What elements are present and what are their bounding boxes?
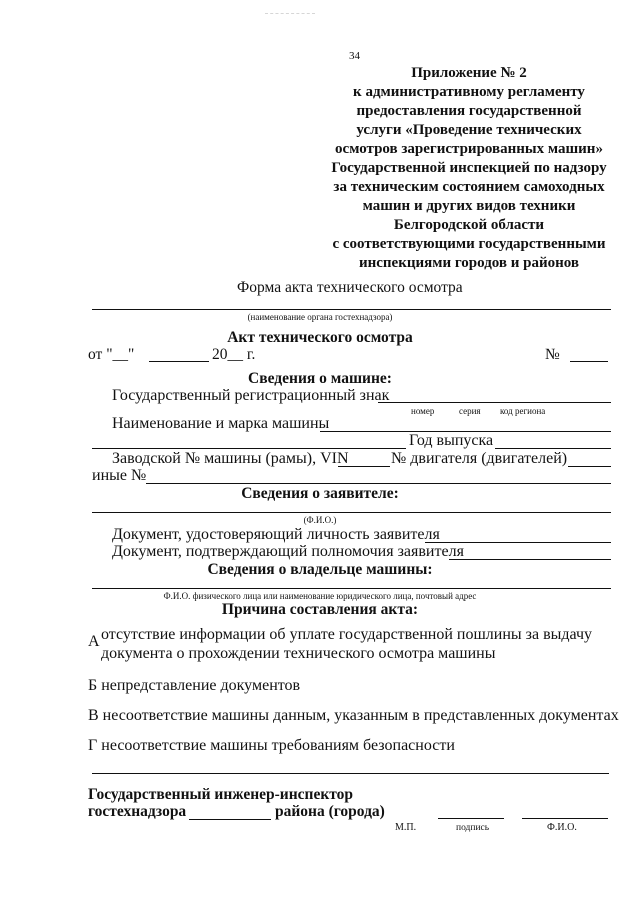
reason-extra-field[interactable]: [92, 773, 609, 774]
reason-a-line1: отсутствие информации об уплате государственной пошлины за выдачу: [101, 626, 593, 643]
reg-caption-region: код региона: [500, 406, 546, 416]
act-number-field[interactable]: [570, 361, 608, 362]
reason-v: В несоответствие машины данным, указанным в представленных документах: [88, 707, 619, 724]
applicant-fio-field[interactable]: [92, 512, 611, 513]
reason-g: Г несоответствие машины требованиям безопасности: [88, 737, 455, 754]
year-field[interactable]: [495, 448, 611, 449]
district-field[interactable]: [189, 819, 271, 820]
signer-fio-field[interactable]: [522, 818, 608, 819]
appendix-line: за техническим состоянием самоходных: [333, 179, 605, 195]
form-title: Форма акта технического осмотра: [237, 279, 463, 296]
name-brand-field-continued[interactable]: [92, 448, 406, 449]
signature-field[interactable]: [438, 818, 504, 819]
name-brand-label: Наименование и марка машины: [112, 415, 330, 432]
doc-authority-field[interactable]: [449, 559, 611, 560]
inspector-title-prefix: гостехнадзора: [88, 803, 187, 820]
other-numbers-field[interactable]: [146, 483, 611, 484]
reg-sign-field[interactable]: [378, 402, 611, 403]
inspector-title-line1: Государственный инженер-инспектор: [88, 786, 354, 803]
serial-field[interactable]: [338, 466, 390, 467]
reg-sign-label: Государственный регистрационный знак: [112, 387, 390, 404]
engine-label: № двигателя (двигателей): [391, 450, 568, 467]
serial-label: Заводской № машины (рамы), VIN: [112, 450, 349, 467]
year-label: Год выпуска: [409, 432, 494, 449]
owner-field[interactable]: [92, 588, 611, 589]
scan-artifact: [265, 13, 315, 14]
appendix-line: инспекциями городов и районов: [358, 255, 580, 271]
owner-heading: Сведения о владельце машины:: [207, 561, 433, 578]
reg-caption-number: номер: [411, 406, 435, 416]
date-year: 20__ г.: [212, 346, 256, 363]
appendix-line: предоставления государственной: [356, 103, 582, 119]
date-month-field[interactable]: [149, 361, 209, 362]
reason-b: Б непредставление документов: [88, 677, 301, 694]
appendix-header: [318, 64, 620, 273]
stamp-place-label: М.П.: [395, 822, 417, 833]
inspector-title-suffix: района (города): [275, 803, 385, 820]
date-prefix: от "__": [88, 346, 135, 363]
machine-heading: Сведения о машине:: [248, 370, 392, 387]
owner-caption: Ф.И.О. физического лица или наименование юридического лица, почтовый адрес: [163, 591, 477, 601]
applicant-heading: Сведения о заявителе:: [241, 485, 399, 502]
signature-caption: подпись: [456, 823, 490, 833]
org-caption: (наименование органа гостехнадзора): [247, 312, 393, 322]
appendix-line: услуги «Проведение технических: [356, 122, 582, 138]
appendix-line: к административному регламенту: [353, 84, 585, 100]
appendix-line: Приложение № 2: [411, 65, 527, 81]
fio-caption: Ф.И.О.: [547, 822, 577, 833]
reason-a-letter: А: [88, 633, 100, 650]
doc-identity-label: Документ, удостоверяющий личность заявителя: [112, 526, 440, 543]
appendix-line: Государственной инспекцией по надзору: [331, 160, 607, 176]
appendix-line: осмотров зарегистрированных машин»: [335, 141, 603, 157]
other-numbers-label: иные №: [92, 467, 147, 484]
appendix-line: с соответствующими государственными: [332, 236, 606, 252]
reg-caption-series: серия: [459, 406, 481, 416]
reason-heading: Причина составления акта:: [221, 601, 419, 618]
reason-a-line2: документа о прохождении технического осмотра машины: [101, 645, 496, 662]
engine-field[interactable]: [568, 466, 611, 467]
applicant-fio-caption: (Ф.И.О.): [303, 515, 337, 525]
appendix-line: машин и других видов техники: [362, 198, 576, 214]
org-name-line[interactable]: [92, 309, 611, 310]
doc-authority-label: Документ, подтверждающий полномочия заявителя: [112, 543, 464, 560]
act-number-label: №: [545, 346, 560, 363]
act-title: Акт технического осмотра: [227, 329, 413, 346]
appendix-line: Белгородской области: [393, 217, 545, 233]
page-number: 34: [349, 50, 360, 62]
